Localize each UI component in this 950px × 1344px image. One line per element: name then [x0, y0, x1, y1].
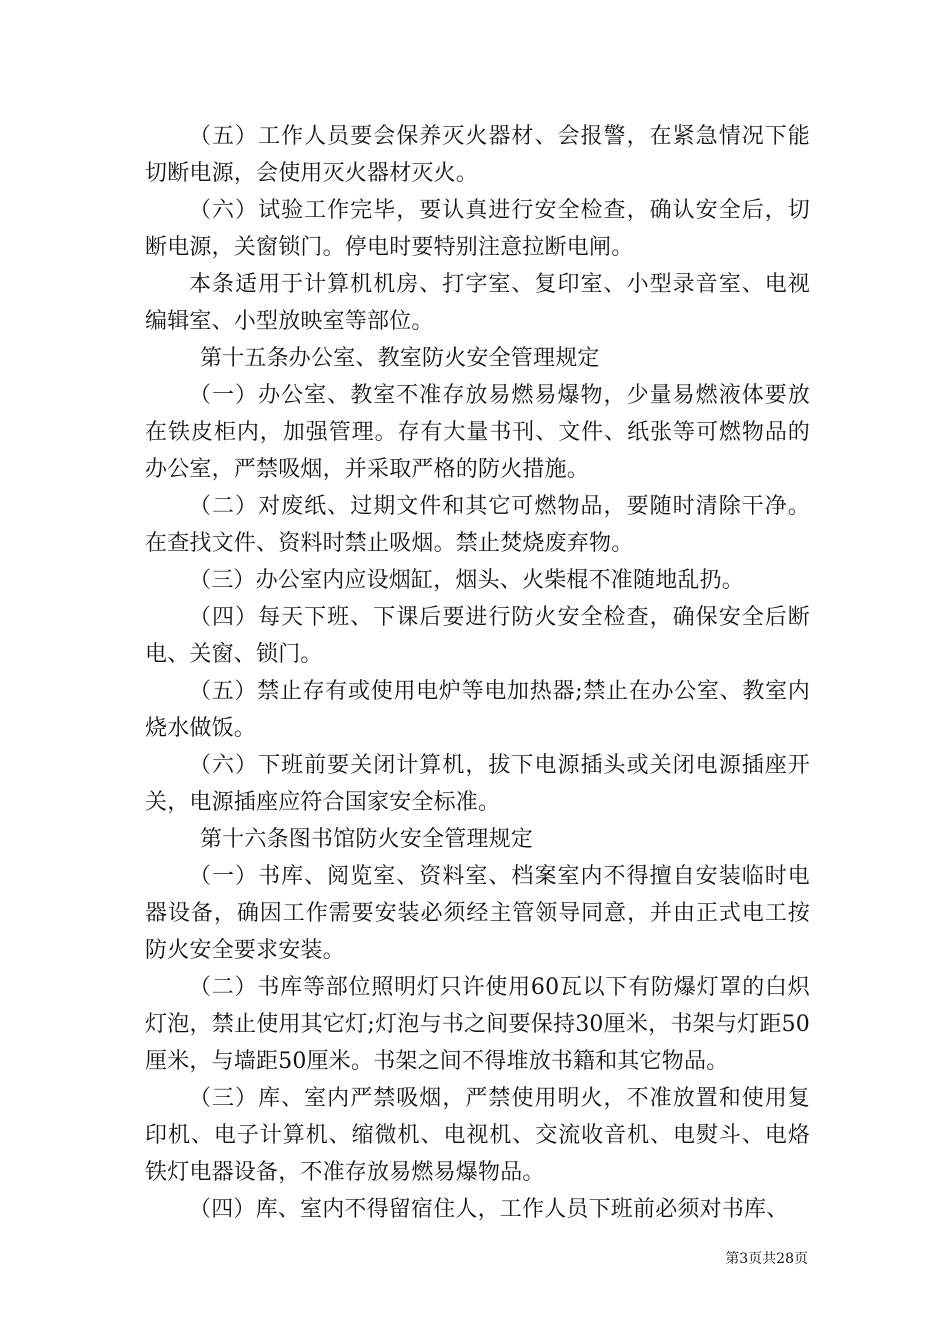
paragraph-article-15-item-1: （一）办公室、教室不准存放易燃易爆物，少量易燃液体要放在铁皮柜内，加强管理。存有大量书刊、文件、纸张等可燃物品的办公室，严禁吸烟，并采取严格的防火措施。 [145, 383, 810, 482]
page-number-footer: 第3页共28页 [725, 1251, 808, 1267]
paragraph-article-16-item-2: （二）书库等部位照明灯只许使用60瓦以下有防爆灯罩的白炽灯泡，禁止使用其它灯;灯泡与书之间要保持30厘米，书架与灯距50厘米，与墙距50厘米。书架之间不得堆放书籍和其它物品。 [145, 975, 810, 1074]
paragraph-article-15-item-6: （六）下班前要关闭计算机，拔下电源插头或关闭电源插座开关，电源插座应符合国家安全标准。 [145, 753, 810, 815]
article-16-heading: 第十六条图书馆防火安全管理规定 [200, 827, 534, 852]
paragraph-article-15-item-3: （三）办公室内应设烟缸，烟头、火柴棍不准随地乱扔。 [189, 568, 745, 593]
paragraph-scope-note: 本条适用于计算机机房、打字室、复印室、小型录音室、电视编辑室、小型放映室等部位。 [145, 272, 810, 334]
paragraph-article-16-item-1: （一）书库、阅览室、资料室、档案室内不得擅自安装临时电器设备，确因工作需要安装必须经主管领导同意，并由正式电工按防火安全要求安装。 [145, 864, 810, 963]
paragraph-article-15-item-2: （二）对废纸、过期文件和其它可燃物品，要随时清除干净。在查找文件、资料时禁止吸烟。禁止焚烧废弃物。 [145, 494, 810, 556]
paragraph-article-16-item-4: （四）库、室内不得留宿住人，工作人员下班前必须对书库、 [189, 1197, 789, 1222]
paragraph-item-5-lab: （五）工作人员要会保养灭火器材、会报警，在紧急情况下能切断电源，会使用灭火器材灭火。 [145, 124, 810, 186]
paragraph-article-15-item-4: （四）每天下班、下课后要进行防火安全检查，确保安全后断电、关窗、锁门。 [145, 605, 810, 667]
paragraph-article-15-item-5: （五）禁止存有或使用电炉等电加热器;禁止在办公室、教室内烧水做饭。 [145, 679, 810, 741]
document-body [145, 118, 810, 1228]
paragraph-item-6-lab: （六）试验工作完毕，要认真进行安全检查，确认安全后，切断电源，关窗锁门。停电时要特别注意拉断电闸。 [145, 198, 810, 260]
article-15-heading: 第十五条办公室、教室防火安全管理规定 [200, 346, 600, 371]
paragraph-article-16-item-3: （三）库、室内严禁吸烟，严禁使用明火，不准放置和使用复印机、电子计算机、缩微机、电视机、交流收音机、电熨斗、电烙铁灯电器设备，不准存放易燃易爆物品。 [145, 1086, 810, 1185]
